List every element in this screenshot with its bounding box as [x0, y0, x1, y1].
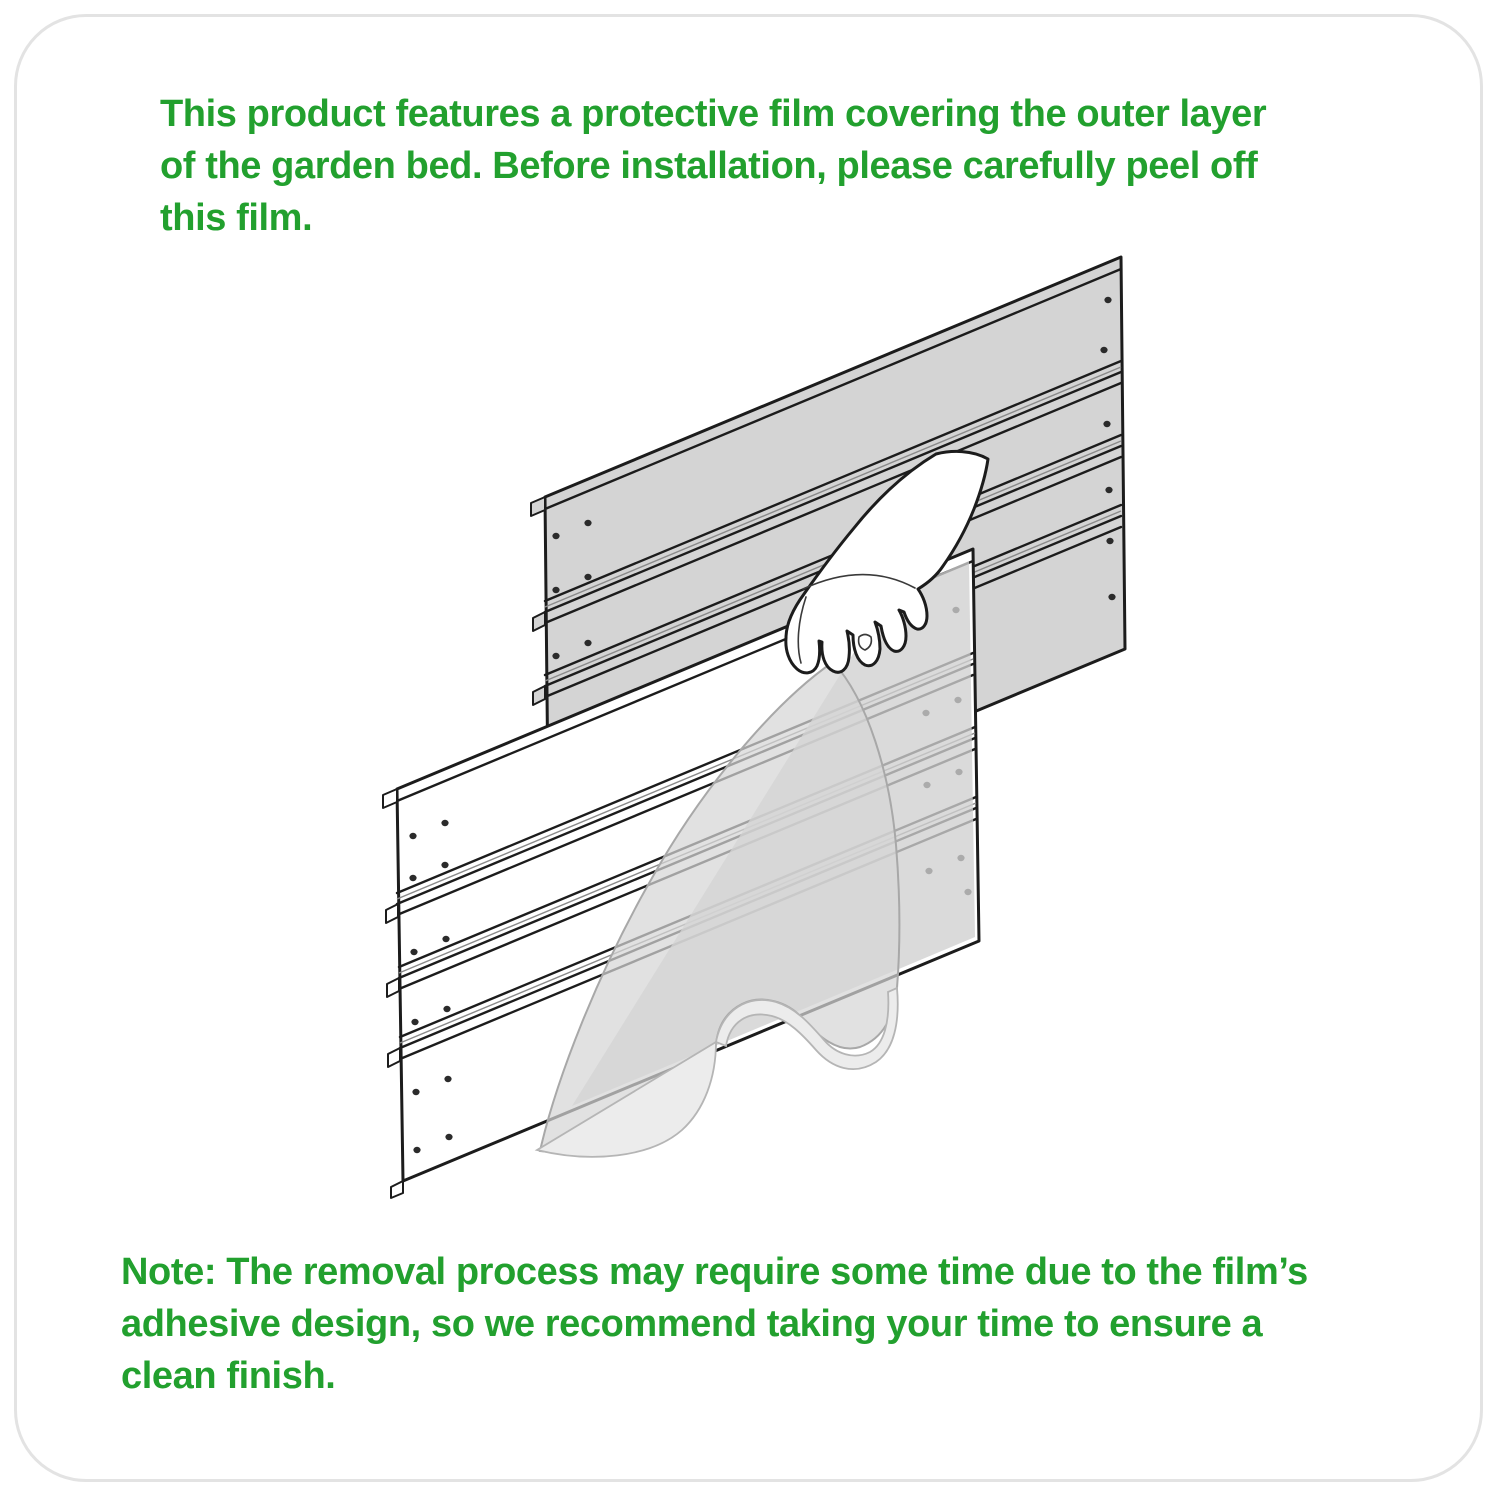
top-instruction-line1: This product features a protective film covering the outer layer: [160, 93, 1267, 135]
note-line1: Note: The removal process may require some time due to the film’s: [121, 1251, 1308, 1293]
top-instruction-line3: this film.: [160, 197, 313, 239]
note-text: [121, 1246, 1308, 1402]
note-line2: adhesive design, so we recommend taking your time to ensure a: [121, 1303, 1263, 1345]
top-instruction-line2: of the garden bed. Before installation, please carefully peel off: [160, 145, 1258, 187]
note-line3: clean finish.: [121, 1355, 336, 1397]
